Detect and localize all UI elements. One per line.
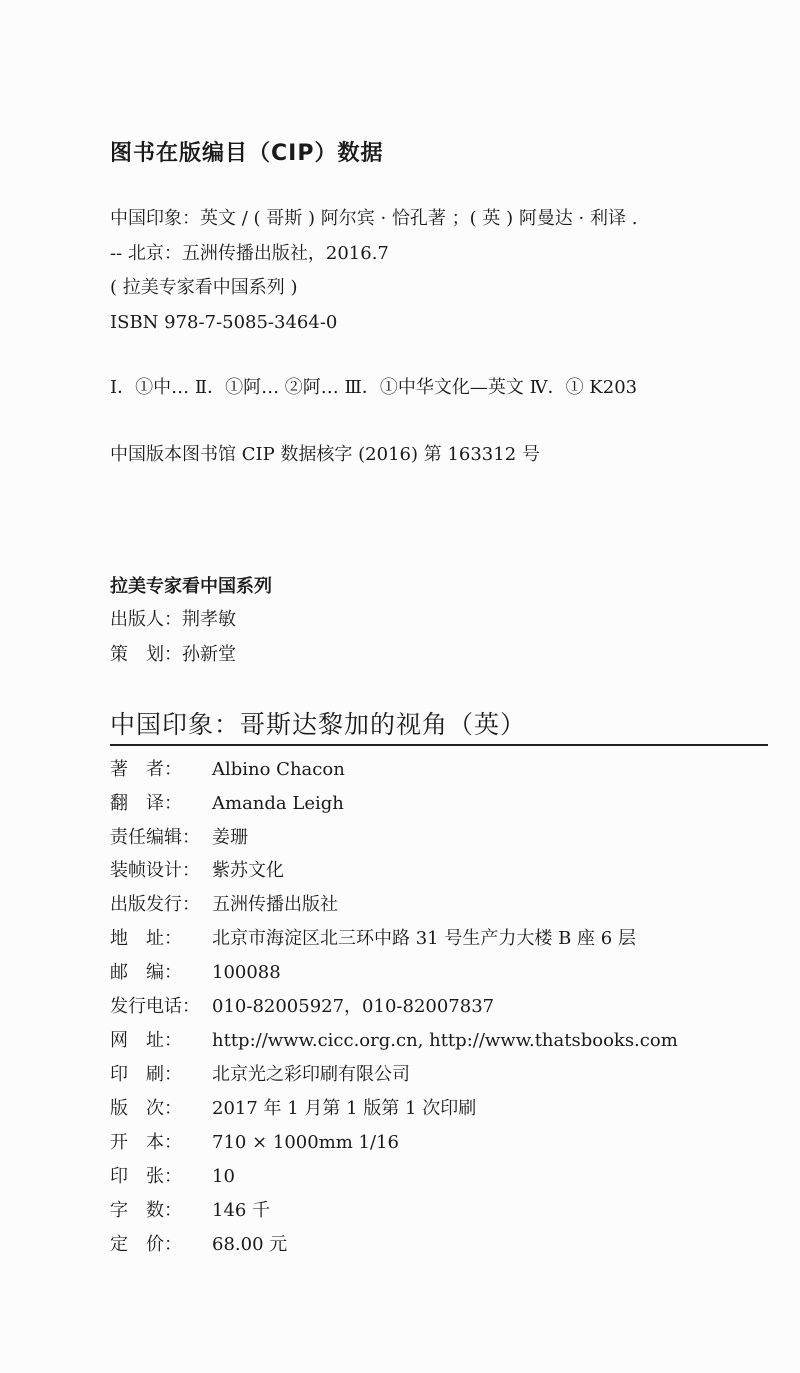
publisher-line: 出版人：荆孝敏: [110, 609, 236, 630]
info-label: 著 者：: [110, 759, 182, 780]
cip-line-series: ( 拉美专家看中国系列 ): [110, 277, 298, 298]
info-label: 字 数：: [110, 1200, 182, 1221]
cip-line-title-authors: 中国印象：英文 / ( 哥斯 ) 阿尔宾 · 恰孔著 ；( 英 ) 阿曼达 · 利译 .: [110, 208, 638, 229]
info-value: 010-82005927，010-82007837: [212, 996, 495, 1017]
info-value: 710 × 1000mm 1/16: [212, 1132, 399, 1153]
info-value: 146 千: [212, 1200, 271, 1221]
cip-line-isbn: ISBN 978-7-5085-3464-0: [110, 312, 338, 333]
cip-line-publisher: -- 北京：五洲传播出版社，2016.7: [110, 243, 389, 264]
info-row-price: [110, 1232, 287, 1258]
title-divider: [110, 744, 768, 746]
info-value: 2017 年 1 月第 1 版第 1 次印刷: [212, 1098, 477, 1119]
info-row-printer: [110, 1062, 410, 1088]
info-value: 10: [212, 1166, 235, 1187]
info-row-distribution: [110, 892, 338, 918]
info-label: 翻 译：: [110, 793, 182, 814]
info-row-address: [110, 926, 636, 952]
info-row-editor: [110, 825, 248, 851]
info-row-design: [110, 858, 284, 884]
info-value: 北京光之彩印刷有限公司: [212, 1064, 410, 1085]
info-label: 出版发行：: [110, 894, 200, 915]
info-row-format: [110, 1130, 399, 1156]
info-label: 版 次：: [110, 1098, 182, 1119]
planner-line: 策 划：孙新堂: [110, 644, 236, 665]
info-value: 100088: [212, 962, 281, 983]
info-value: 姜珊: [212, 827, 248, 848]
info-label: 开 本：: [110, 1132, 182, 1153]
info-value: Albino Chacon: [212, 759, 345, 780]
info-value: http://www.cicc.org.cn, http://www.thatsbooks.com: [212, 1030, 678, 1051]
info-label: 定 价：: [110, 1234, 182, 1255]
info-row-author: [110, 757, 345, 783]
cip-heading: 图书在版编目（CIP）数据: [110, 141, 384, 166]
info-row-website: [110, 1028, 678, 1054]
info-row-phone: [110, 994, 494, 1020]
info-label: 印 张：: [110, 1166, 182, 1187]
info-value: 紫苏文化: [212, 860, 284, 881]
cip-line-data-number: 中国版本图书馆 CIP 数据核字 (2016) 第 163312 号: [110, 444, 540, 465]
info-label: 印 刷：: [110, 1064, 182, 1085]
cip-line-subject-classification: Ⅰ．①中… Ⅱ．①阿… ②阿… Ⅲ．①中华文化—英文 Ⅳ．① K203: [110, 377, 638, 398]
info-row-translator: [110, 791, 344, 817]
series-title: 拉美专家看中国系列: [110, 576, 272, 597]
info-row-edition: [110, 1096, 476, 1122]
info-value: 北京市海淀区北三环中路 31 号生产力大楼 B 座 6 层: [212, 928, 636, 949]
info-label: 邮 编：: [110, 962, 182, 983]
info-row-postcode: [110, 960, 281, 986]
info-label: 责任编辑：: [110, 827, 200, 848]
info-value: 五洲传播出版社: [212, 894, 338, 915]
info-row-sheets: [110, 1164, 235, 1190]
info-label: 装帧设计：: [110, 860, 200, 881]
info-value: Amanda Leigh: [212, 793, 344, 814]
info-label: 发行电话：: [110, 996, 200, 1017]
book-title: 中国印象：哥斯达黎加的视角（英）: [110, 710, 527, 739]
info-row-word-count: [110, 1198, 270, 1224]
info-value: 68.00 元: [212, 1234, 288, 1255]
info-label: 网 址：: [110, 1030, 182, 1051]
info-label: 地 址：: [110, 928, 182, 949]
